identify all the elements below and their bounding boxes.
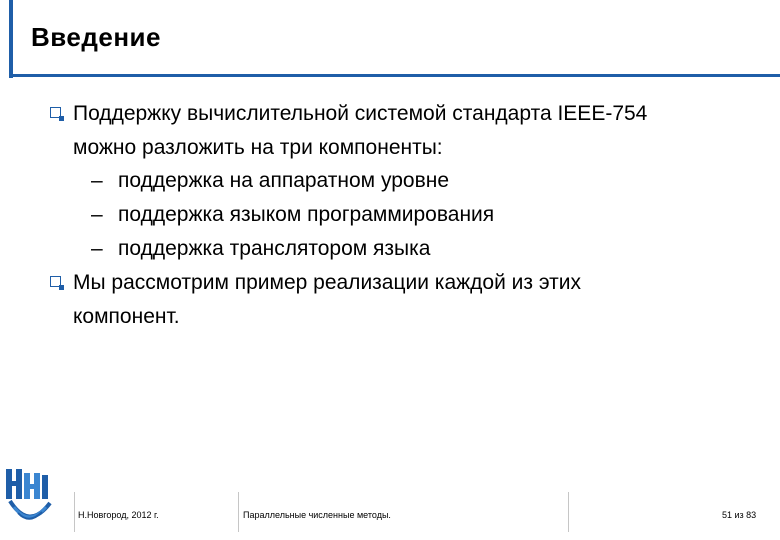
dash-icon: –: [91, 237, 103, 260]
page-number: 51 из 83: [722, 510, 757, 520]
header-accent-bar: [9, 0, 13, 78]
dash-icon: –: [91, 169, 103, 192]
footer-divider: [74, 492, 75, 532]
university-logo-icon: [4, 467, 54, 535]
dash-icon: –: [91, 203, 103, 226]
footer-course: Параллельные численные методы.: [243, 510, 391, 520]
footer-location: Н.Новгород, 2012 г.: [78, 510, 159, 520]
bullet-2-line-1: Мы рассмотрим пример реализации каждой из этих: [73, 271, 581, 294]
bullet-1-line-1: Поддержку вычислительной системой стандарта IEEE-754: [73, 102, 648, 125]
footer-divider: [238, 492, 239, 532]
square-bullet-icon: [50, 107, 61, 118]
sub-item-3: поддержка транслятором языка: [118, 237, 431, 260]
square-bullet-icon: [50, 276, 61, 287]
footer-divider: [568, 492, 569, 532]
sub-item-1: поддержка на аппаратном уровне: [118, 169, 449, 192]
sub-item-2: поддержка языком программирования: [118, 203, 495, 226]
header-divider: [9, 74, 780, 77]
bullet-1-line-2: можно разложить на три компоненты:: [73, 136, 443, 159]
bullet-2-line-2: компонент.: [73, 305, 180, 328]
slide-title: Введение: [31, 22, 161, 52]
